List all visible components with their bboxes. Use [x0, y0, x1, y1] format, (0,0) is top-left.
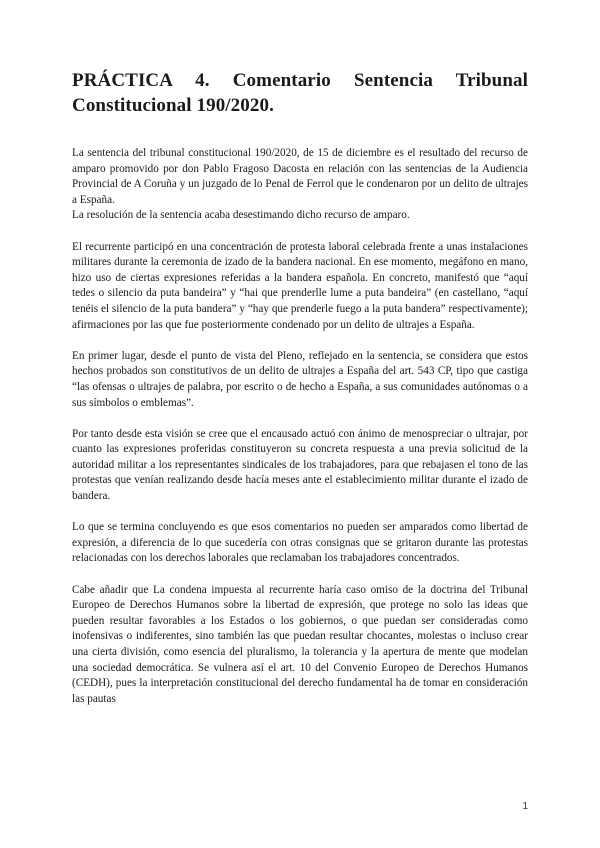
paragraph-4: En primer lugar, desde el punto de vista del Pleno, reflejado en la sentencia, se considera que estos hechos probados son constitutivos de un delito de ultrajes a España del art. 543 CP, tipo que castiga “las ofensas o ultrajes de palabra, por escrito o de hecho a España, a sus comunidades autónomas o a sus símbolos o emblemas”. [72, 349, 528, 409]
paragraph-3: El recurrente participó en una concentración de protesta laboral celebrada frente a unas instalaciones militares durante la ceremonia de izado de la bandera nacional. En ese momento, megáfono en mano, hizo uso de ciertas expresiones referidas a la bandera española. En concreto, manifestó que “aquí tedes o silencio da puta bandeira” y “hai que prenderlle lume a puta bandeira” (en castellano, “aquí tenéis el silencio de la puta bandera” y “hay que prenderle fuego a la puta bandera” respectivamente); afirmaciones por las que fue posteriormente condenado por un delito de ultrajes a España. [72, 240, 528, 331]
paragraph-spacer [72, 411, 528, 427]
page-number: 1 [522, 801, 528, 812]
title-line-1: PRÁCTICA 4. Comentario Sentencia Tribunal [72, 70, 528, 91]
title-line-2: Constitucional 190/2020. [72, 95, 274, 116]
paragraph-spacer [72, 567, 528, 583]
paragraph-5: Por tanto desde esta visión se cree que el encausado actuó con ánimo de menospreciar o ultrajar, por cuanto las expresiones proferidas constituyeron su concreta respuesta a una previa solicitud de la autoridad militar a los representantes sindicales de los trabajadores, para que rebajasen el tono de las protestas que venían realizando desde hacía meses ante el establecimiento militar durante el izado de bandera. [72, 427, 528, 503]
paragraph-1: La sentencia del tribunal constitucional 190/2020, de 15 de diciembre es el resultado del recurso de amparo promovido por don Pablo Fragoso Dacosta en relación con las sentencias de la Audiencia Provincial de A Coruña y un juzgado de lo Penal de Ferrol que le condenaron por un delito de ultrajes a España. [72, 147, 528, 206]
paragraph-7: Cabe añadir que La condena impuesta al recurrente haría caso omiso de la doctrina del Tribunal Europeo de Derechos Humanos sobre la libertad de expresión, que protege no solo las ideas que pueden resultar favorables a los Estados o los gobiernos, o que puedan ser consideradas como inofensivas o indiferentes, sino también las que puedan resultar chocantes, molestas o incluso crear una cierta división, como esencia del pluralismo, la tolerancia y la apertura de mente que modelan una sociedad democrática. Se vulnera así el art. 10 del Convenio Europeo de Derechos Humanos (CEDH), pues la interpretación constitucional del derecho fundamental ha de tomar en consideración las pautas [72, 583, 528, 705]
paragraph-6: Lo que se termina concluyendo es que esos comentarios no pueden ser amparados como libertad de expresión, a diferencia de lo que sucedería con otras consignas que se gritaron durante las protestas relacionadas con los derechos laborales que reclamaban los trabajadores concentrados. [72, 521, 528, 565]
paragraph-2: La resolución de la sentencia acaba desestimando dicho recurso de amparo. [72, 209, 410, 222]
paragraph-spacer [72, 333, 528, 349]
paragraph-spacer [72, 224, 528, 240]
paragraph-spacer [72, 505, 528, 521]
document-title [72, 68, 528, 118]
